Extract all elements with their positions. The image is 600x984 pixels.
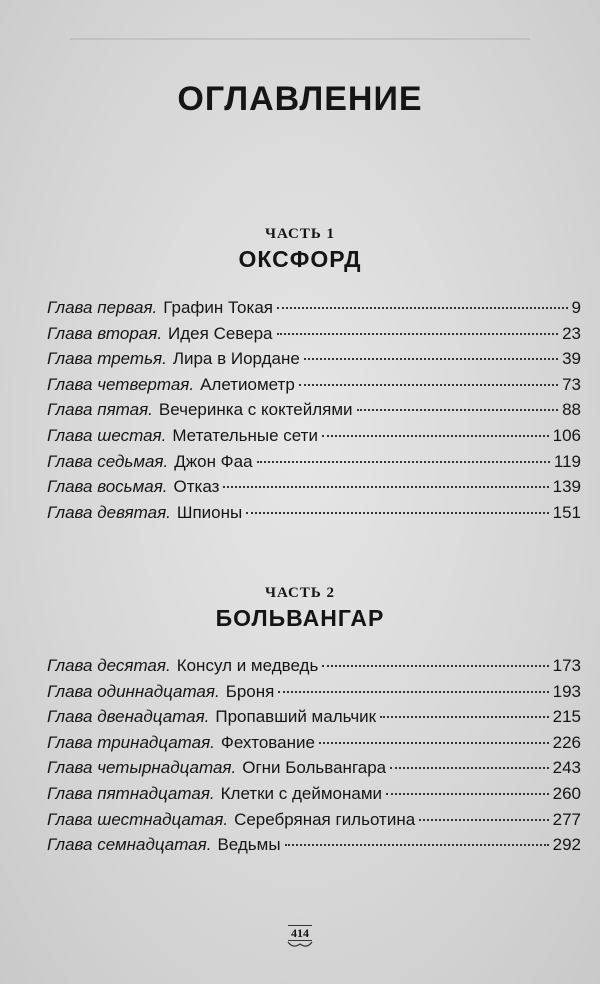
leader-dots bbox=[223, 485, 548, 488]
leader-dots bbox=[277, 306, 568, 309]
chapter-page: 73 bbox=[562, 374, 581, 394]
chapter-page: 151 bbox=[552, 502, 581, 522]
chapter-number: Глава одиннадцатая. bbox=[47, 681, 220, 701]
leader-dots bbox=[285, 843, 549, 846]
toc-row[interactable] bbox=[47, 758, 581, 784]
chapter-page: 119 bbox=[553, 451, 581, 471]
page-number-text: 414 bbox=[288, 925, 312, 941]
part-1-name: ОКСФОРД bbox=[238, 246, 362, 272]
leader-dots bbox=[257, 460, 550, 463]
chapter-page: 9 bbox=[571, 298, 581, 317]
toc-row[interactable] bbox=[47, 810, 581, 836]
part-2-name: БОЛЬВАНГАР bbox=[215, 605, 385, 631]
toc-row[interactable] bbox=[47, 298, 581, 324]
chapter-number: Глава четвертая. bbox=[47, 374, 195, 394]
chapter-number: Глава вторая. bbox=[47, 323, 163, 343]
chapter-number: Глава двенадцатая. bbox=[47, 707, 210, 727]
part-2-chapter-list bbox=[47, 656, 581, 861]
chapter-number: Глава семнадцатая. bbox=[47, 835, 212, 855]
chapter-title: Серебряная гильотина bbox=[234, 809, 416, 829]
chapter-title: Лира в Иордане bbox=[172, 349, 300, 369]
leader-dots bbox=[277, 332, 559, 335]
chapter-title: Ведьмы bbox=[217, 835, 281, 855]
leader-dots bbox=[419, 818, 548, 821]
chapter-page: 173 bbox=[552, 656, 581, 675]
leader-dots bbox=[304, 357, 558, 360]
leader-dots bbox=[322, 434, 549, 437]
chapter-number: Глава пятая. bbox=[47, 400, 153, 420]
chapter-page: 106 bbox=[552, 425, 581, 445]
toc-row[interactable] bbox=[47, 656, 581, 682]
chapter-page: 23 bbox=[562, 323, 581, 343]
chapter-title: Фехтование bbox=[220, 732, 315, 752]
chapter-number: Глава первая. bbox=[47, 298, 158, 317]
chapter-number: Глава девятая. bbox=[47, 502, 171, 522]
chapter-title: Джон Фаа bbox=[174, 451, 253, 471]
chapter-title: Огни Больвангара bbox=[242, 758, 387, 778]
chapter-title: Идея Севера bbox=[168, 323, 273, 343]
top-ornament bbox=[70, 8, 530, 40]
toc-row[interactable] bbox=[47, 682, 581, 708]
page-number bbox=[0, 926, 600, 941]
toc-row[interactable] bbox=[47, 835, 581, 861]
leader-dots bbox=[246, 511, 548, 514]
toc-row[interactable] bbox=[47, 375, 581, 401]
toc-row[interactable] bbox=[47, 324, 581, 350]
chapter-number: Глава шестнадцатая. bbox=[47, 809, 229, 829]
part-1-label: ЧАСТЬ 1 bbox=[264, 226, 336, 242]
chapter-page: 139 bbox=[552, 477, 581, 497]
chapter-number: Глава тринадцатая. bbox=[47, 732, 215, 752]
chapter-page: 260 bbox=[552, 783, 581, 803]
chapter-number: Глава шестая. bbox=[47, 425, 167, 445]
chapter-page: 226 bbox=[552, 732, 581, 752]
chapter-page: 88 bbox=[562, 400, 581, 420]
page-title: ОГЛАВЛЕНИЕ bbox=[177, 80, 423, 118]
chapter-page: 292 bbox=[552, 835, 581, 855]
footer-ornament-icon bbox=[286, 940, 314, 950]
chapter-title: Клетки с деймонами bbox=[220, 783, 383, 803]
chapter-title: Броня bbox=[225, 681, 275, 701]
toc-row[interactable] bbox=[47, 707, 581, 733]
toc-row[interactable] bbox=[47, 400, 581, 426]
chapter-number: Глава третья. bbox=[47, 349, 167, 369]
chapter-title: Пропавший мальчик bbox=[215, 707, 377, 727]
leader-dots bbox=[386, 792, 549, 795]
toc-row[interactable] bbox=[47, 349, 581, 375]
chapter-number: Глава пятнадцатая. bbox=[47, 783, 215, 803]
leader-dots bbox=[380, 715, 549, 718]
toc-row[interactable] bbox=[47, 426, 581, 452]
leader-dots bbox=[390, 766, 548, 769]
chapter-title: Метательные сети bbox=[172, 425, 318, 445]
leader-dots bbox=[357, 408, 559, 411]
chapter-title: Шпионы bbox=[176, 502, 243, 522]
chapter-number: Глава седьмая. bbox=[47, 451, 169, 471]
toc-row[interactable] bbox=[47, 503, 581, 529]
chapter-page: 277 bbox=[552, 809, 581, 829]
part-1-chapter-list bbox=[47, 298, 581, 528]
chapter-title: Консул и медведь bbox=[176, 656, 319, 675]
chapter-page: 215 bbox=[552, 707, 581, 727]
toc-row[interactable] bbox=[47, 733, 581, 759]
toc-row[interactable] bbox=[47, 784, 581, 810]
chapter-page: 39 bbox=[562, 349, 581, 369]
chapter-title: Отказ bbox=[173, 477, 220, 497]
part-2-label: ЧАСТЬ 2 bbox=[264, 585, 336, 601]
leader-dots bbox=[299, 383, 558, 386]
leader-dots bbox=[319, 741, 549, 744]
chapter-title: Алетиометр bbox=[200, 374, 295, 394]
chapter-number: Глава четырнадцатая. bbox=[47, 758, 237, 778]
leader-dots bbox=[322, 664, 548, 667]
toc-row[interactable] bbox=[47, 477, 581, 503]
toc-row[interactable] bbox=[47, 452, 581, 478]
leader-dots bbox=[278, 690, 548, 693]
chapter-page: 193 bbox=[552, 681, 581, 701]
chapter-page: 243 bbox=[552, 758, 581, 778]
chapter-title: Вечеринка с коктейлями bbox=[158, 400, 353, 420]
chapter-number: Глава десятая. bbox=[47, 656, 171, 675]
chapter-number: Глава восьмая. bbox=[47, 477, 168, 497]
chapter-title: Графин Токая bbox=[163, 298, 273, 317]
